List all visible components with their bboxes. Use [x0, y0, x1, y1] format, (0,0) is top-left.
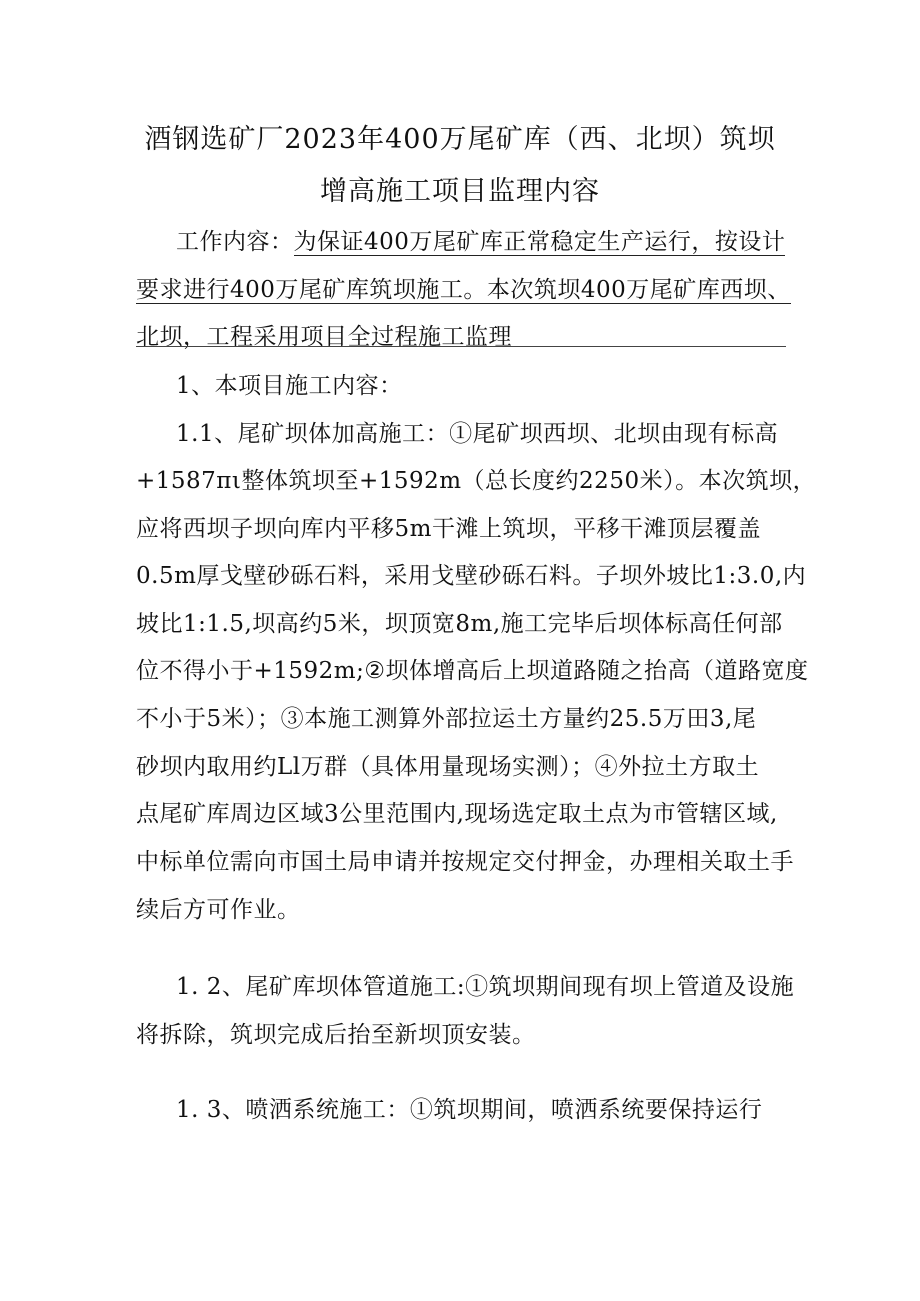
work-content-text-1: 为保证400万尾矿库正常稳定生产运行，按设计 — [293, 229, 786, 255]
work-content-line-1 — [176, 223, 785, 256]
section-1-1-line-2: +1587πι整体筑坝至+1592m（总长度约2250米）。本次筑坝， — [136, 468, 817, 494]
work-content-divider — [136, 346, 786, 347]
section-1-1-line-4: 0.5m厚戈壁砂砾石料，采用戈壁砂砾石料。子坝外坡比1:3.0,内 — [136, 563, 807, 589]
work-content-line-2 — [136, 271, 791, 304]
document-title-line-2: 增高施工项目监理内容 — [320, 176, 600, 207]
document-title-line-1: 酒钢选矿厂2023年400万尾矿库（西、北坝）筑坝 — [144, 124, 776, 155]
section-1-1-line-6: 位不得小于+1592m;②坝体增高后上坝道路随之抬高（道路宽度 — [136, 658, 809, 684]
section-1-1-line-9: 点尾矿库周边区域3公里范围内,现场选定取土点为市管辖区域, — [136, 801, 778, 827]
section-1-heading: 1、本项目施工内容： — [176, 373, 403, 399]
section-1-2-line-1: 1. 2、尾矿库坝体管道施工:①筑坝期间现有坝上管道及设施 — [176, 974, 795, 1000]
section-1-1-line-11: 续后方可作业。 — [136, 897, 301, 923]
section-1-1-line-1: 1.1、尾矿坝体加高施工：①尾矿坝西坝、北坝由现有标高 — [176, 421, 779, 447]
section-1-2-line-2: 将拆除，筑坝完成后抬至新坝顶安装。 — [136, 1022, 536, 1048]
section-1-1-line-3: 应将西坝子坝向库内平移5m干滩上筑坝，平移干滩顶层覆盖 — [136, 516, 761, 542]
work-content-label: 工作内容： — [176, 229, 294, 255]
section-1-1-line-5: 坡比1:1.5,坝高约5米，坝顶宽8m,施工完毕后坝体标高任何部 — [136, 611, 783, 637]
section-1-1-line-8: 砂坝内取用约Ll万群（具体用量现场实测）；④外拉土方取土 — [136, 754, 760, 780]
section-1-3-line-1: 1. 3、喷洒系统施工：①筑坝期间，喷洒系统要保持运行 — [176, 1097, 763, 1123]
work-content-text-3: 北坝，工程采用项目全过程施工监理 — [136, 324, 512, 350]
section-1-1-line-10: 中标单位需向市国土局申请并按规定交付押金，办理相关取土手 — [136, 849, 794, 875]
section-1-1-line-7: 不小于5米）；③本施工测算外部拉运土方量约25.5万田3,尾 — [136, 706, 757, 732]
work-content-text-2: 要求进行400万尾矿库筑坝施工。本次筑坝400万尾矿库西坝、 — [136, 277, 791, 303]
